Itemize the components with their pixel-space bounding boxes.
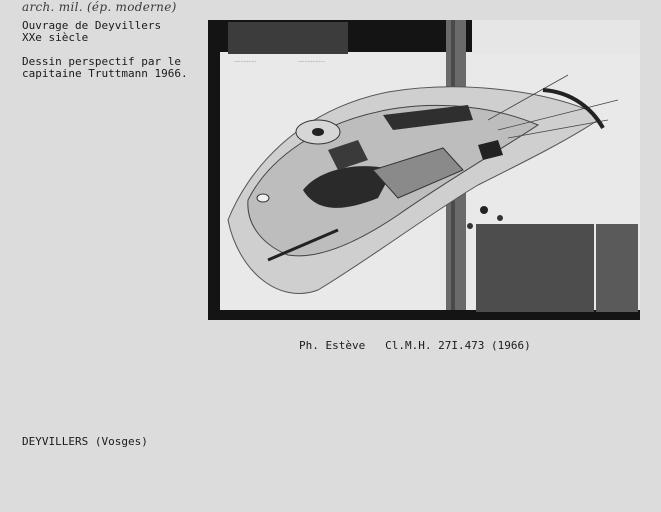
svg-text:.................: ................. [298,58,326,64]
caption-line-1: Dessin perspectif par le [22,55,181,68]
photograph [208,20,640,320]
fortification-drawing [208,20,640,320]
svg-text:..............: .............. [234,58,257,64]
location: DEYVILLERS (Vosges) [22,435,148,448]
century: XXe siècle [22,31,89,44]
photo-credit: Ph. Estève Cl.M.H. 27I.473 (1966) [299,339,531,352]
work-title: Ouvrage de Deyvillers [22,19,162,32]
handwritten-note: arch. mil. (ép. moderne) [22,0,177,14]
caption-line-2: capitaine Truttmann 1966. [22,67,188,80]
